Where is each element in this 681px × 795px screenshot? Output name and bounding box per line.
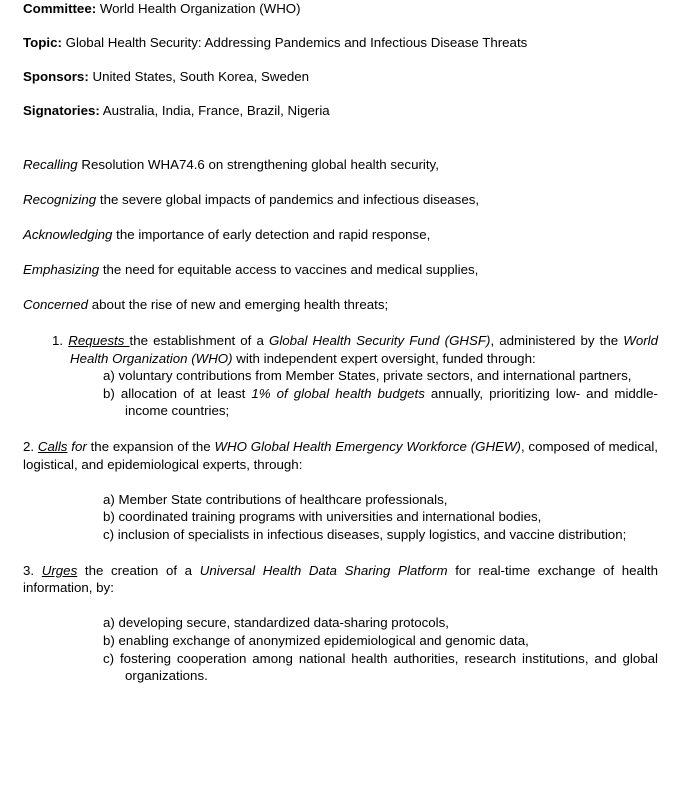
topic-value: Global Health Security: Addressing Pandemics and Infectious Disease Threats (61, 35, 528, 50)
operative-clause-3-text-a: the creation of a (77, 562, 200, 578)
subitem-marker: b) (103, 385, 115, 401)
operative-clause-1-text-b: , administered by the (490, 333, 624, 348)
preamble-clause-emphasizing (23, 262, 658, 278)
subitem-marker: c) (103, 526, 115, 542)
operative-clause-1-marker: 1. (52, 333, 64, 348)
operative-clause-1 (23, 332, 658, 367)
operative-clause-3-marker: 3. (23, 562, 35, 578)
committee-value: World Health Organization (WHO) (96, 1, 301, 16)
subitem-marker: a) (103, 368, 115, 384)
subitem-text: coordinated training programs with universities and international bodies, (118, 509, 542, 525)
signatories-value: Australia, India, France, Brazil, Nigeria (99, 103, 330, 118)
subitem-text: voluntary contributions from Member States, private sectors, and international partners, (118, 368, 632, 384)
operative-clause-3-emphasis-a: Universal Health Data Sharing Platform (199, 562, 448, 578)
subitem-marker: c) (103, 650, 115, 666)
header-field-topic (23, 35, 658, 51)
preamble-clause-concerned (23, 297, 658, 313)
operative-clause-2 (23, 438, 658, 473)
list-item (23, 526, 658, 544)
subitem-text: enabling exchange of anonymized epidemiological and genomic data, (118, 632, 529, 648)
preamble-clause-recognizing (23, 192, 658, 208)
preamble-verb-acknowledging: Acknowledging (23, 227, 113, 242)
list-item (23, 491, 658, 509)
subitem-emphasis: 1% of global health budgets (251, 385, 425, 401)
subitem-text: Member State contributions of healthcare professionals, (118, 491, 448, 507)
clause-spacer (23, 420, 658, 438)
sponsors-value: United States, South Korea, Sweden (88, 69, 310, 84)
operative-clause-2-for: for (67, 438, 87, 454)
subitem-marker: b) (103, 632, 115, 648)
subitem-text: developing secure, standardized data-sharing protocols, (118, 615, 449, 631)
preamble-verb-recalling: Recalling (23, 157, 78, 172)
topic-label: Topic: (23, 35, 62, 50)
preamble-text-recalling: Resolution WHA74.6 on strengthening global health security, (77, 157, 439, 172)
header-field-committee (23, 1, 658, 17)
operative-clause-3 (23, 562, 658, 597)
sponsors-label: Sponsors: (23, 69, 89, 84)
signatories-label: Signatories: (23, 103, 100, 118)
clause-spacer (23, 544, 658, 562)
operative-clause-2-marker: 2. (23, 438, 35, 454)
preambulatory-clauses (23, 157, 658, 313)
header-field-signatories (23, 103, 658, 119)
preamble-text-acknowledging: the importance of early detection and rapid response, (112, 227, 431, 242)
operative-clause-3-verb: Urges (41, 562, 78, 578)
list-item (23, 385, 658, 420)
subitem-text: inclusion of specialists in infectious diseases, supply logistics, and vaccine distribution; (117, 526, 627, 542)
operative-clause-1-emphasis-b: World Health Organization (WHO) (70, 333, 658, 366)
list-item (23, 650, 658, 685)
preamble-text-recognizing: the severe global impacts of pandemics and infectious diseases, (96, 192, 480, 207)
header-field-sponsors (23, 69, 658, 85)
preamble-verb-concerned: Concerned (23, 297, 89, 312)
preamble-verb-recognizing: Recognizing (23, 192, 97, 207)
list-item (23, 632, 658, 650)
operative-clause-2-text-a: the expansion of the (86, 438, 215, 454)
preamble-clause-acknowledging (23, 227, 658, 243)
operative-clause-3-subitems (23, 614, 658, 684)
list-item (23, 614, 658, 632)
subitem-text: allocation of at least (120, 385, 252, 401)
preamble-verb-emphasizing: Emphasizing (23, 262, 100, 277)
list-item (23, 367, 658, 385)
subitem-marker: a) (103, 615, 115, 631)
preamble-text-emphasizing: the need for equitable access to vaccines and medical supplies, (99, 262, 479, 277)
subitem-marker: b) (103, 509, 115, 525)
list-item (23, 508, 658, 526)
operative-clauses (23, 332, 658, 685)
subitem-marker: a) (103, 491, 115, 507)
operative-clause-1-subitems (23, 367, 658, 420)
subitem-text-cont: annually, prioritizing low- and middle-income countries; (125, 385, 658, 419)
header-fields (23, 0, 658, 119)
operative-clause-1-text-a: the establishment of a (129, 333, 269, 348)
operative-clause-1-text-c: with independent expert oversight, funded through: (232, 350, 536, 366)
operative-clause-3-text-b: for real-time exchange of health information, by: (23, 562, 659, 596)
preamble-text-concerned: about the rise of new and emerging health threats; (88, 297, 389, 312)
operative-clause-2-subitems (23, 491, 658, 544)
operative-clause-2-emphasis-a: WHO Global Health Emergency Workforce (GHEW) (214, 438, 521, 454)
operative-clause-2-text-b: , composed of medical, logistical, and epidemiological experts, through: (23, 438, 658, 472)
operative-clause-2-verb: Calls (37, 438, 68, 454)
committee-label: Committee: (23, 1, 97, 16)
operative-clause-1-verb: Requests (68, 333, 130, 348)
operative-clause-1-emphasis-a: Global Health Security Fund (GHSF) (268, 333, 491, 348)
subitem-text: fostering cooperation among national health authorities, research institutions, and global organizations. (119, 650, 658, 684)
preamble-clause-recalling (23, 157, 658, 173)
